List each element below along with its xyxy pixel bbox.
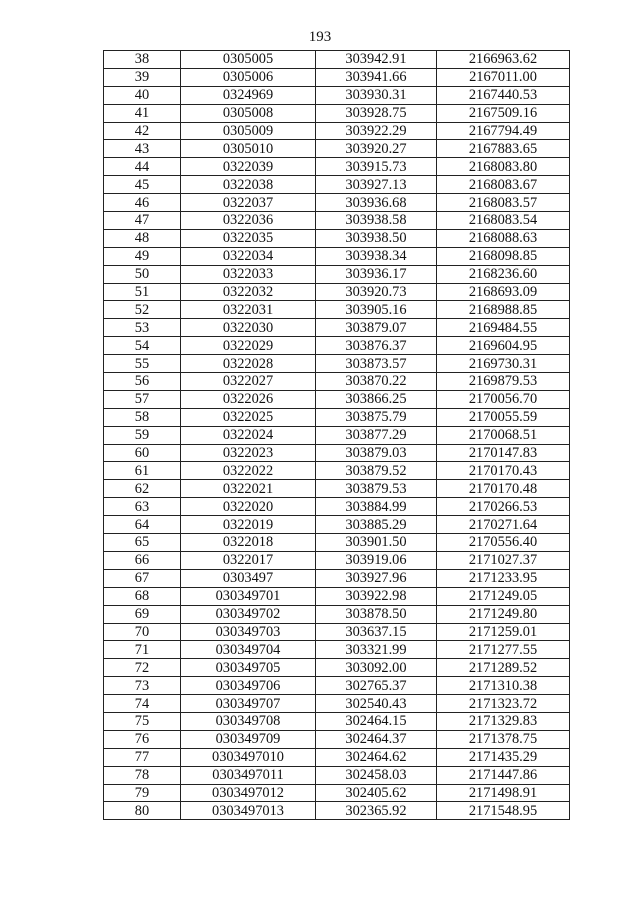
y-coordinate-cell: 2170147.83 [437, 444, 570, 462]
x-coordinate-cell: 303922.29 [316, 122, 437, 140]
coordinates-table-body [104, 51, 570, 820]
y-coordinate-cell: 2171289.52 [437, 659, 570, 677]
x-coordinate-cell: 303920.73 [316, 283, 437, 301]
y-coordinate-cell: 2170170.48 [437, 480, 570, 498]
x-coordinate-cell: 303901.50 [316, 534, 437, 552]
x-coordinate-cell: 303877.29 [316, 426, 437, 444]
y-coordinate-cell: 2171027.37 [437, 551, 570, 569]
table-row [104, 86, 570, 104]
x-coordinate-cell: 303884.99 [316, 498, 437, 516]
y-coordinate-cell: 2170271.64 [437, 516, 570, 534]
point-number-cell: 75 [104, 712, 181, 730]
point-number-cell: 70 [104, 623, 181, 641]
y-coordinate-cell: 2167883.65 [437, 140, 570, 158]
table-row [104, 569, 570, 587]
y-coordinate-cell: 2171277.55 [437, 641, 570, 659]
y-coordinate-cell: 2167011.00 [437, 68, 570, 86]
point-id-cell: 0322030 [181, 319, 316, 337]
point-id-cell: 0305006 [181, 68, 316, 86]
point-number-cell: 38 [104, 51, 181, 69]
x-coordinate-cell: 303878.50 [316, 605, 437, 623]
point-id-cell: 0322019 [181, 516, 316, 534]
x-coordinate-cell: 303879.53 [316, 480, 437, 498]
x-coordinate-cell: 303930.31 [316, 86, 437, 104]
x-coordinate-cell: 303938.58 [316, 212, 437, 230]
x-coordinate-cell: 303942.91 [316, 51, 437, 69]
x-coordinate-cell: 303936.17 [316, 265, 437, 283]
x-coordinate-cell: 303922.98 [316, 587, 437, 605]
table-row [104, 426, 570, 444]
point-number-cell: 74 [104, 695, 181, 713]
point-id-cell: 0322037 [181, 194, 316, 212]
point-number-cell: 51 [104, 283, 181, 301]
y-coordinate-cell: 2168088.63 [437, 229, 570, 247]
point-id-cell: 0322033 [181, 265, 316, 283]
x-coordinate-cell: 303905.16 [316, 301, 437, 319]
x-coordinate-cell: 303928.75 [316, 104, 437, 122]
table-row [104, 337, 570, 355]
y-coordinate-cell: 2168693.09 [437, 283, 570, 301]
point-id-cell: 0322032 [181, 283, 316, 301]
y-coordinate-cell: 2171498.91 [437, 784, 570, 802]
table-row [104, 641, 570, 659]
x-coordinate-cell: 303938.34 [316, 247, 437, 265]
point-id-cell: 030349706 [181, 677, 316, 695]
y-coordinate-cell: 2168098.85 [437, 247, 570, 265]
point-number-cell: 47 [104, 212, 181, 230]
x-coordinate-cell: 302458.03 [316, 766, 437, 784]
point-id-cell: 0322035 [181, 229, 316, 247]
table-row [104, 176, 570, 194]
table-row [104, 140, 570, 158]
y-coordinate-cell: 2169730.31 [437, 355, 570, 373]
x-coordinate-cell: 303879.52 [316, 462, 437, 480]
x-coordinate-cell: 302365.92 [316, 802, 437, 820]
point-id-cell: 0303497 [181, 569, 316, 587]
x-coordinate-cell: 303321.99 [316, 641, 437, 659]
point-id-cell: 0322028 [181, 355, 316, 373]
table-row [104, 408, 570, 426]
table-row [104, 212, 570, 230]
x-coordinate-cell: 303875.79 [316, 408, 437, 426]
point-number-cell: 66 [104, 551, 181, 569]
point-id-cell: 0324969 [181, 86, 316, 104]
table-row [104, 122, 570, 140]
point-id-cell: 0303497013 [181, 802, 316, 820]
y-coordinate-cell: 2167794.49 [437, 122, 570, 140]
point-number-cell: 67 [104, 569, 181, 587]
point-number-cell: 73 [104, 677, 181, 695]
x-coordinate-cell: 303920.27 [316, 140, 437, 158]
y-coordinate-cell: 2171435.29 [437, 748, 570, 766]
table-row [104, 605, 570, 623]
point-id-cell: 0322021 [181, 480, 316, 498]
point-number-cell: 79 [104, 784, 181, 802]
y-coordinate-cell: 2171310.38 [437, 677, 570, 695]
y-coordinate-cell: 2171447.86 [437, 766, 570, 784]
table-row [104, 712, 570, 730]
point-number-cell: 72 [104, 659, 181, 677]
table-row [104, 677, 570, 695]
y-coordinate-cell: 2170068.51 [437, 426, 570, 444]
table-row [104, 766, 570, 784]
y-coordinate-cell: 2169879.53 [437, 373, 570, 391]
y-coordinate-cell: 2171249.80 [437, 605, 570, 623]
point-id-cell: 0305008 [181, 104, 316, 122]
point-number-cell: 56 [104, 373, 181, 391]
table-row [104, 319, 570, 337]
point-number-cell: 62 [104, 480, 181, 498]
x-coordinate-cell: 303885.29 [316, 516, 437, 534]
y-coordinate-cell: 2167509.16 [437, 104, 570, 122]
point-id-cell: 0322038 [181, 176, 316, 194]
point-number-cell: 41 [104, 104, 181, 122]
point-number-cell: 65 [104, 534, 181, 552]
x-coordinate-cell: 303876.37 [316, 337, 437, 355]
y-coordinate-cell: 2168236.60 [437, 265, 570, 283]
point-number-cell: 40 [104, 86, 181, 104]
table-row [104, 748, 570, 766]
point-number-cell: 42 [104, 122, 181, 140]
y-coordinate-cell: 2169484.55 [437, 319, 570, 337]
table-row [104, 695, 570, 713]
x-coordinate-cell: 302464.15 [316, 712, 437, 730]
y-coordinate-cell: 2170556.40 [437, 534, 570, 552]
point-number-cell: 61 [104, 462, 181, 480]
x-coordinate-cell: 303637.15 [316, 623, 437, 641]
y-coordinate-cell: 2170056.70 [437, 390, 570, 408]
table-row [104, 158, 570, 176]
point-id-cell: 0305010 [181, 140, 316, 158]
point-number-cell: 63 [104, 498, 181, 516]
coordinates-table [103, 50, 570, 820]
point-number-cell: 78 [104, 766, 181, 784]
point-id-cell: 0322020 [181, 498, 316, 516]
point-number-cell: 71 [104, 641, 181, 659]
point-id-cell: 030349702 [181, 605, 316, 623]
point-id-cell: 0322024 [181, 426, 316, 444]
point-id-cell: 0322031 [181, 301, 316, 319]
x-coordinate-cell: 303919.06 [316, 551, 437, 569]
point-id-cell: 0322025 [181, 408, 316, 426]
y-coordinate-cell: 2167440.53 [437, 86, 570, 104]
point-number-cell: 58 [104, 408, 181, 426]
point-id-cell: 030349703 [181, 623, 316, 641]
table-row [104, 51, 570, 69]
x-coordinate-cell: 302765.37 [316, 677, 437, 695]
table-row [104, 784, 570, 802]
point-number-cell: 60 [104, 444, 181, 462]
point-number-cell: 44 [104, 158, 181, 176]
point-id-cell: 0322036 [181, 212, 316, 230]
point-id-cell: 0322034 [181, 247, 316, 265]
x-coordinate-cell: 303879.03 [316, 444, 437, 462]
table-row [104, 229, 570, 247]
x-coordinate-cell: 303873.57 [316, 355, 437, 373]
point-number-cell: 43 [104, 140, 181, 158]
point-id-cell: 030349704 [181, 641, 316, 659]
point-id-cell: 030349705 [181, 659, 316, 677]
x-coordinate-cell: 303938.50 [316, 229, 437, 247]
x-coordinate-cell: 303866.25 [316, 390, 437, 408]
y-coordinate-cell: 2171233.95 [437, 569, 570, 587]
point-id-cell: 030349709 [181, 730, 316, 748]
point-id-cell: 0303497011 [181, 766, 316, 784]
point-id-cell: 0305005 [181, 51, 316, 69]
y-coordinate-cell: 2171329.83 [437, 712, 570, 730]
y-coordinate-cell: 2170055.59 [437, 408, 570, 426]
point-number-cell: 49 [104, 247, 181, 265]
point-number-cell: 59 [104, 426, 181, 444]
point-number-cell: 54 [104, 337, 181, 355]
point-number-cell: 80 [104, 802, 181, 820]
point-number-cell: 57 [104, 390, 181, 408]
y-coordinate-cell: 2171249.05 [437, 587, 570, 605]
table-row [104, 283, 570, 301]
table-row [104, 301, 570, 319]
table-row [104, 498, 570, 516]
y-coordinate-cell: 2168083.54 [437, 212, 570, 230]
table-row [104, 730, 570, 748]
point-number-cell: 76 [104, 730, 181, 748]
point-id-cell: 0303497010 [181, 748, 316, 766]
x-coordinate-cell: 303941.66 [316, 68, 437, 86]
y-coordinate-cell: 2168988.85 [437, 301, 570, 319]
point-id-cell: 030349708 [181, 712, 316, 730]
point-id-cell: 0322018 [181, 534, 316, 552]
y-coordinate-cell: 2168083.80 [437, 158, 570, 176]
y-coordinate-cell: 2171259.01 [437, 623, 570, 641]
point-id-cell: 0305009 [181, 122, 316, 140]
table-row [104, 551, 570, 569]
table-row [104, 355, 570, 373]
point-number-cell: 45 [104, 176, 181, 194]
x-coordinate-cell: 302540.43 [316, 695, 437, 713]
table-row [104, 68, 570, 86]
y-coordinate-cell: 2166963.62 [437, 51, 570, 69]
x-coordinate-cell: 303927.96 [316, 569, 437, 587]
point-id-cell: 0322023 [181, 444, 316, 462]
table-row [104, 659, 570, 677]
y-coordinate-cell: 2168083.57 [437, 194, 570, 212]
table-row [104, 534, 570, 552]
table-row [104, 462, 570, 480]
point-id-cell: 0322022 [181, 462, 316, 480]
point-id-cell: 0322039 [181, 158, 316, 176]
y-coordinate-cell: 2168083.67 [437, 176, 570, 194]
point-id-cell: 0322017 [181, 551, 316, 569]
x-coordinate-cell: 303879.07 [316, 319, 437, 337]
y-coordinate-cell: 2171323.72 [437, 695, 570, 713]
point-number-cell: 52 [104, 301, 181, 319]
point-number-cell: 50 [104, 265, 181, 283]
x-coordinate-cell: 302464.37 [316, 730, 437, 748]
table-row [104, 247, 570, 265]
point-id-cell: 030349701 [181, 587, 316, 605]
table-row [104, 802, 570, 820]
point-number-cell: 39 [104, 68, 181, 86]
table-row [104, 265, 570, 283]
table-row [104, 480, 570, 498]
y-coordinate-cell: 2171378.75 [437, 730, 570, 748]
x-coordinate-cell: 303936.68 [316, 194, 437, 212]
x-coordinate-cell: 303092.00 [316, 659, 437, 677]
table-row [104, 516, 570, 534]
y-coordinate-cell: 2171548.95 [437, 802, 570, 820]
point-id-cell: 0322029 [181, 337, 316, 355]
table-row [104, 587, 570, 605]
y-coordinate-cell: 2170266.53 [437, 498, 570, 516]
table-row [104, 444, 570, 462]
table-row [104, 194, 570, 212]
point-number-cell: 69 [104, 605, 181, 623]
point-id-cell: 0303497012 [181, 784, 316, 802]
x-coordinate-cell: 303870.22 [316, 373, 437, 391]
x-coordinate-cell: 302405.62 [316, 784, 437, 802]
table-row [104, 390, 570, 408]
point-number-cell: 68 [104, 587, 181, 605]
point-number-cell: 55 [104, 355, 181, 373]
point-id-cell: 0322027 [181, 373, 316, 391]
x-coordinate-cell: 303927.13 [316, 176, 437, 194]
point-number-cell: 48 [104, 229, 181, 247]
x-coordinate-cell: 302464.62 [316, 748, 437, 766]
point-number-cell: 46 [104, 194, 181, 212]
y-coordinate-cell: 2170170.43 [437, 462, 570, 480]
point-number-cell: 77 [104, 748, 181, 766]
table-row [104, 104, 570, 122]
table-row [104, 373, 570, 391]
point-id-cell: 0322026 [181, 390, 316, 408]
y-coordinate-cell: 2169604.95 [437, 337, 570, 355]
point-number-cell: 53 [104, 319, 181, 337]
x-coordinate-cell: 303915.73 [316, 158, 437, 176]
page-number: 193 [308, 29, 332, 45]
point-number-cell: 64 [104, 516, 181, 534]
table-row [104, 623, 570, 641]
point-id-cell: 030349707 [181, 695, 316, 713]
